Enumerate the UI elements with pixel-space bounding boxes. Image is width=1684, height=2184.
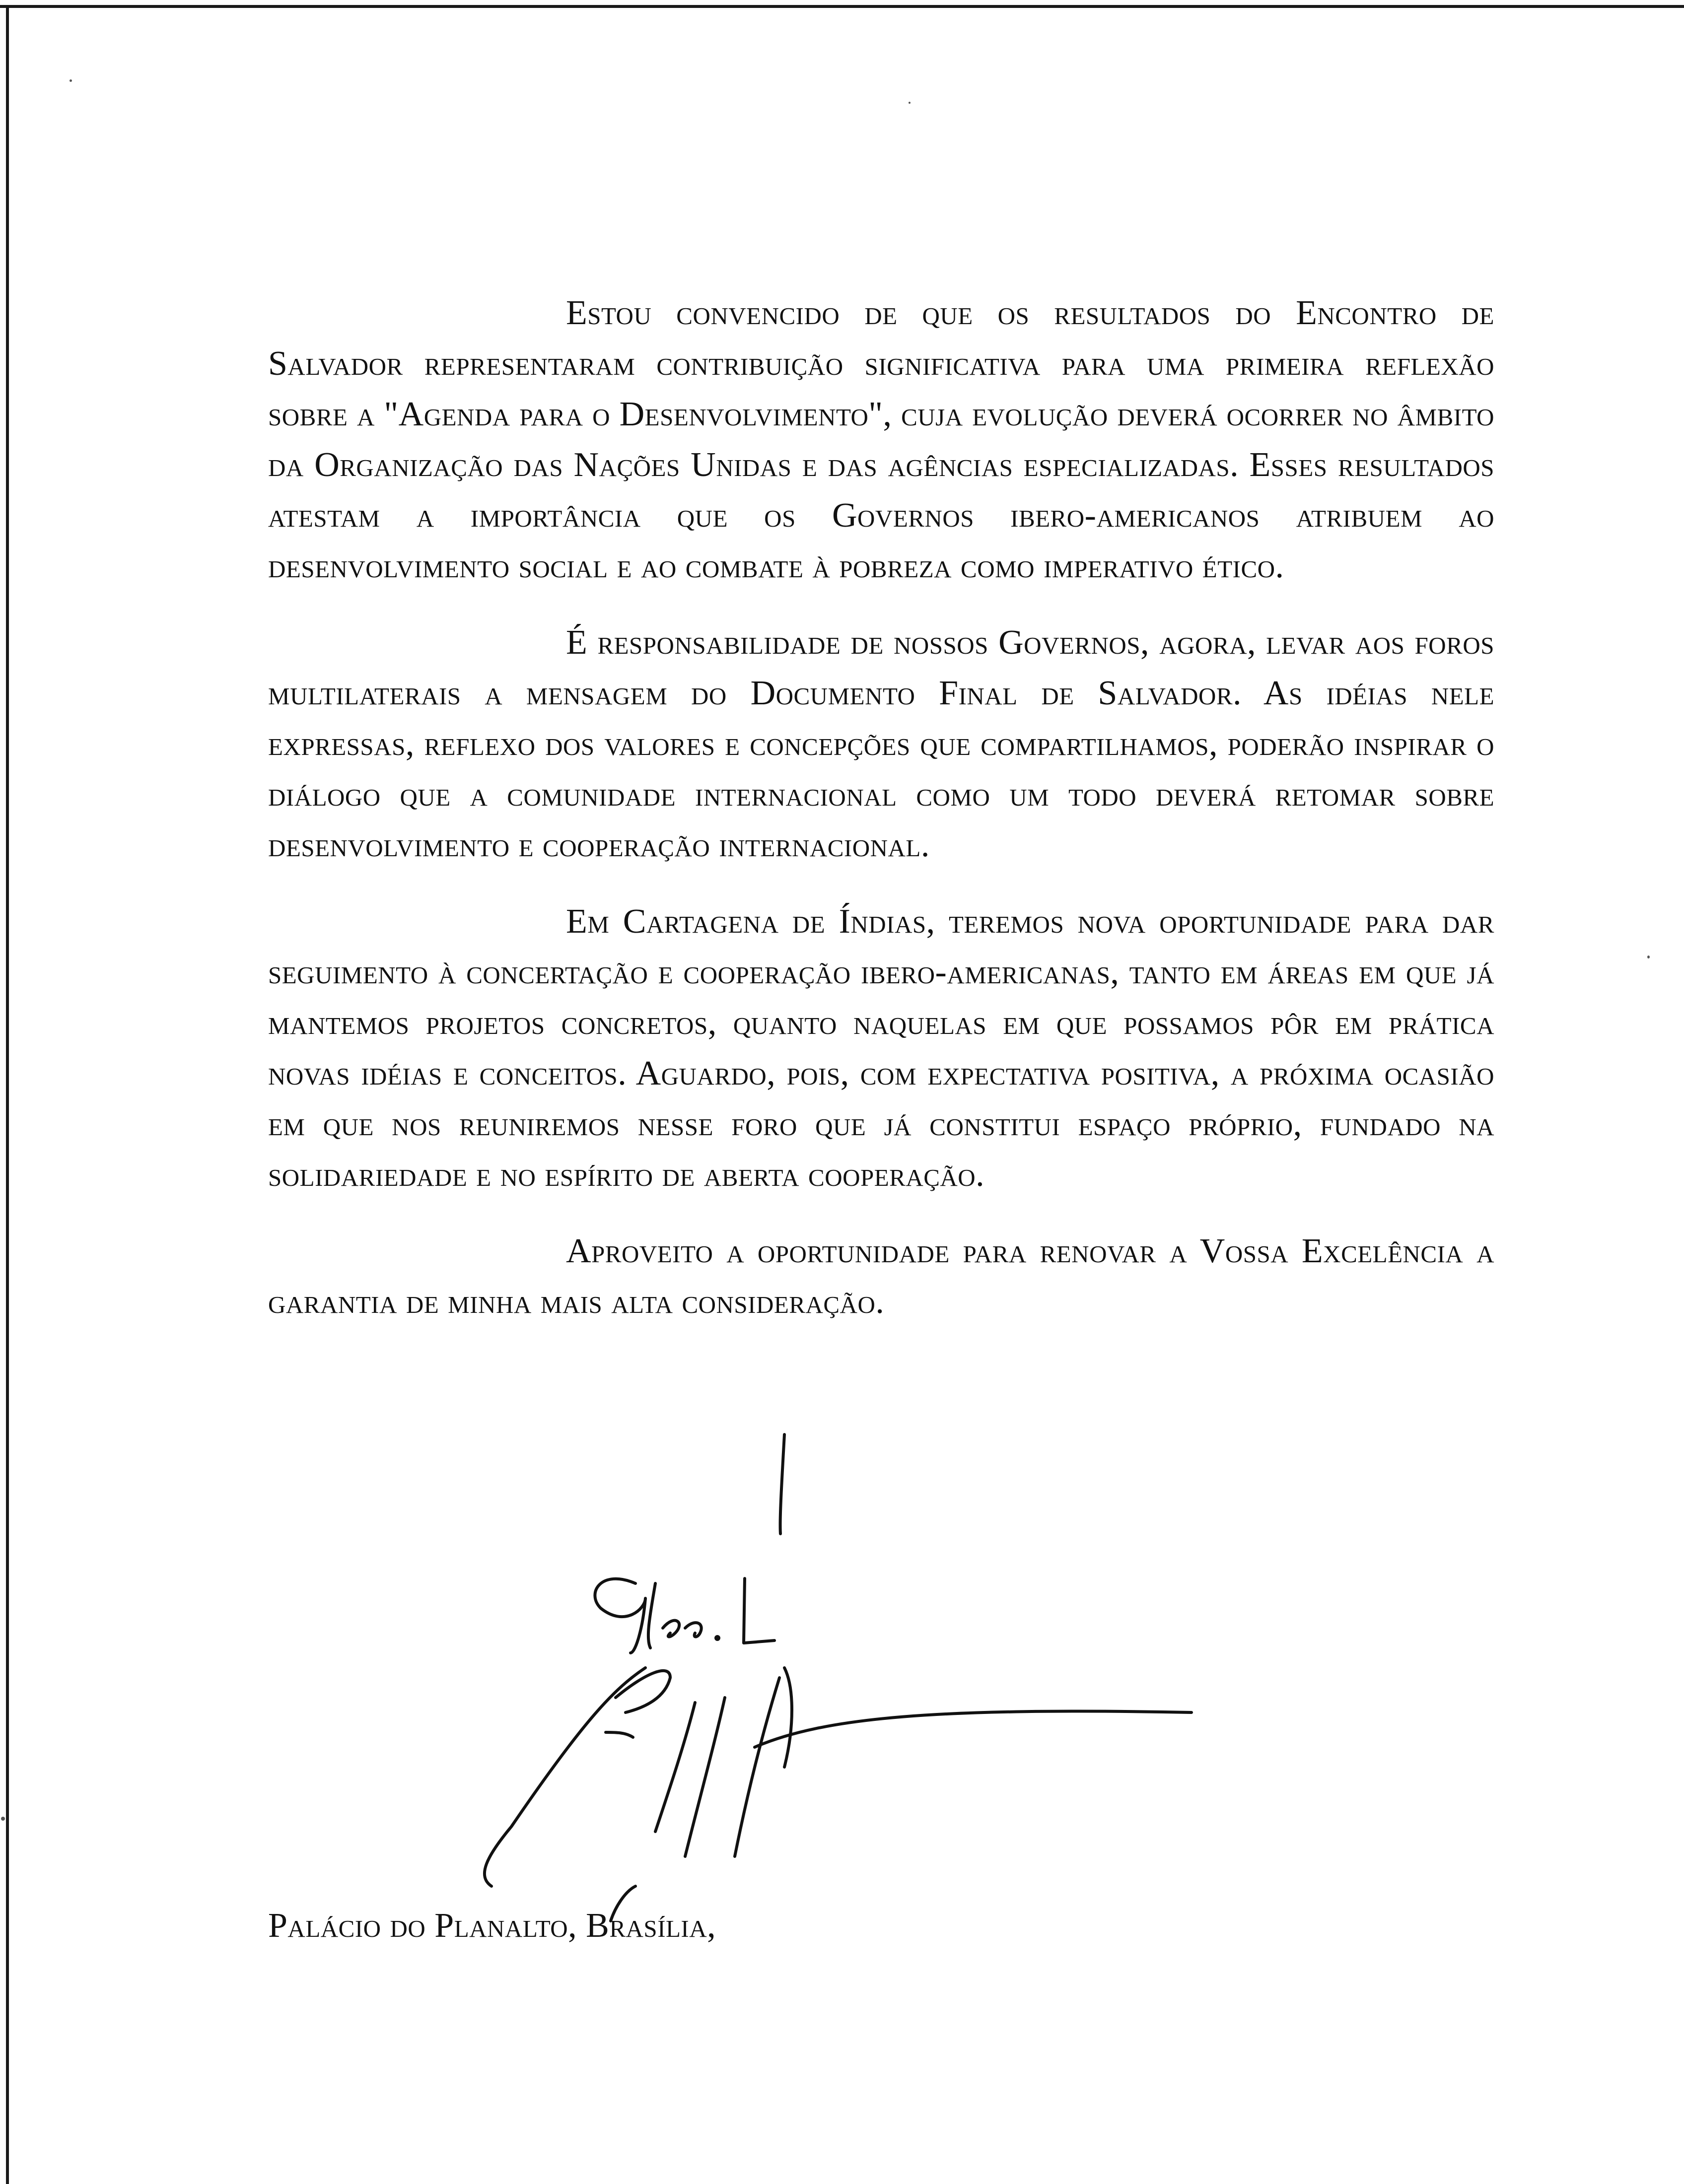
paragraph-salvador-results: Estou convencido de que os resultados do Encontro de Salvador representaram contribuição significativa para uma primeira reflexão sobre a "Agenda para o Desenvolvimento", cuja evolução deverá ocorrer no âmbito da Organização das Nações Unidas e das agências especializadas. Esses resultados atestam a importância que os Governos ibero-americanos atribuem ao desenvolvimento social e ao combate à pobreza como imperativo ético. [268,294,1494,585]
scan-speck [1,1817,5,1821]
paragraph-closing-courtesy: Aproveito a oportunidade para renovar a Vossa Excelência a garantia de minha mais alta consideração. [268,1232,1494,1321]
scan-speck [909,102,911,104]
letter-body [268,288,1494,1353]
scan-speck [70,79,72,82]
paragraph-governments-responsibility: É responsabilidade de nossos Governos, agora, levar aos foros multilaterais a mensagem do Documento Final de Salvador. As idéias nele expressas, reflexo dos valores e concepções que compartilhamos, poderão inspirar o diálogo que a comunidade internacional como um todo deverá retomar sobre desenvolvimento e cooperação internacional. [268,623,1494,864]
scan-speck [1647,956,1650,958]
handwritten-signature [437,1420,1211,1956]
scan-border-left [6,5,9,2184]
closing-place: Palácio do Planalto, Brasília, [268,1907,716,1945]
scan-border-top [0,5,1684,8]
paragraph-cartagena: Em Cartagena de Índias, teremos nova oportunidade para dar seguimento à concertação e cooperação ibero-americanas, tanto em áreas em que já mantemos projetos concretos, quanto naquelas em que possamos pôr em prática novas idéias e conceitos. Aguardo, pois, com expectativa positiva, a próxima ocasião em que nos reuniremos nesse foro que já constitui espaço próprio, fundado na solidariedade e no espírito de aberta cooperação. [268,902,1494,1194]
